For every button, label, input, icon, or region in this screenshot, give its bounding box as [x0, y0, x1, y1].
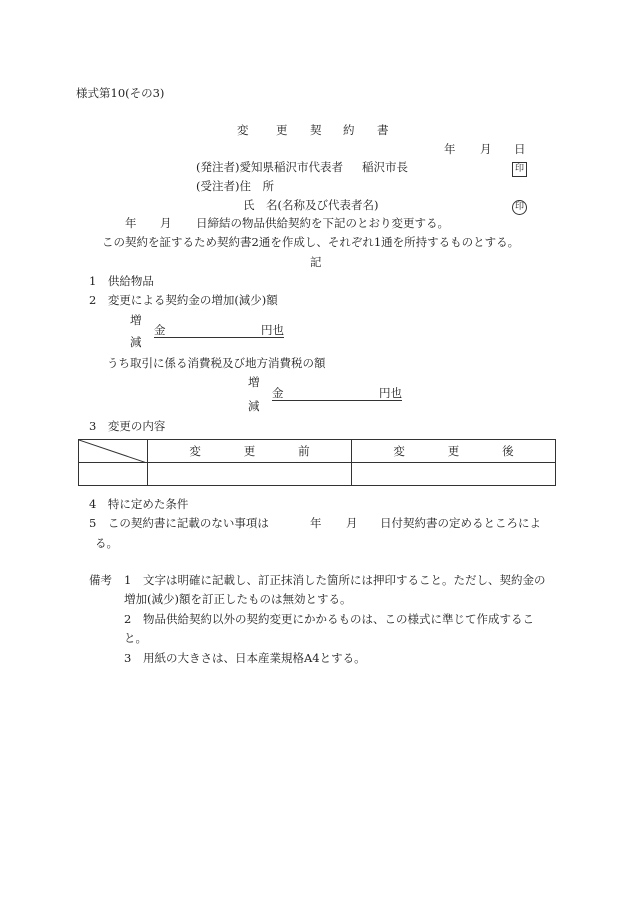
- remark-1-num: 1: [124, 573, 132, 587]
- amount-suffix: 円也: [261, 323, 284, 337]
- contractor-name-label: 氏 名(名称及び代表者名): [243, 198, 379, 212]
- increase-mark: 増: [130, 313, 142, 327]
- date-day: 日: [514, 142, 526, 156]
- date-month: 月: [480, 142, 492, 156]
- date-year: 年: [444, 142, 456, 156]
- item-5-cont: る。: [95, 536, 118, 550]
- form-number: 様式第10(その3): [76, 86, 165, 100]
- remark-2-line2: と。: [124, 631, 147, 645]
- diagonal-line-icon: [79, 440, 147, 463]
- decrease-mark: 減: [130, 335, 142, 349]
- title-char-1: 変: [237, 123, 249, 137]
- amount-prefix: 金: [154, 323, 166, 337]
- orderer-name: 稲沢市長: [362, 160, 408, 174]
- tax-amount-suffix: 円也: [379, 386, 402, 400]
- table-header-row: [79, 440, 556, 463]
- remark-1-line1: 文字は明確に記載し、訂正抹消した箇所には押印すること。ただし、契約金の: [143, 573, 546, 587]
- orderer-seal: [512, 160, 527, 177]
- table-corner-cell: [79, 440, 148, 463]
- intro-line1: 日締結の物品供給契約を下記のとおり変更する。: [196, 216, 449, 230]
- item-1: 1 供給物品: [89, 274, 154, 288]
- tax-amount-line: [272, 386, 402, 401]
- title-char-4: 約: [343, 123, 355, 137]
- contractor-address-label: (受注者)住 所: [196, 179, 274, 193]
- tax-label: うち取引に係る消費税及び地方消費税の額: [107, 356, 326, 370]
- amount-line: [154, 323, 284, 338]
- intro-year: 年: [125, 216, 137, 230]
- header-before: 変 更 前: [148, 440, 352, 463]
- table-cell-after[interactable]: [352, 463, 556, 486]
- intro-month: 月: [160, 216, 172, 230]
- orderer-label: (発注者)愛知県稲沢市代表者: [196, 160, 343, 174]
- item-2: 2 変更による契約金の増加(減少)額: [89, 293, 278, 307]
- table-row: [79, 463, 556, 486]
- seal-round-icon: 印: [512, 200, 527, 215]
- item-5-rest: 日付契約書の定めるところによ: [380, 516, 541, 530]
- item-5-month: 月: [346, 516, 358, 530]
- seal-square-icon: 印: [512, 162, 527, 177]
- table-cell-label: [79, 463, 148, 486]
- remark-1-line2: 増加(減少)額を訂正したものは無効とする。: [124, 592, 352, 606]
- contractor-seal: [512, 198, 527, 215]
- title-char-5: 書: [377, 123, 389, 137]
- item-4: 4 特に定めた条件: [89, 497, 189, 511]
- tax-increase-mark: 増: [248, 375, 260, 389]
- remark-3-line1: 用紙の大きさは、日本産業規格A4とする。: [143, 651, 366, 665]
- ki-heading: 記: [310, 255, 322, 269]
- tax-decrease-mark: 減: [248, 399, 260, 413]
- item-5-year: 年: [310, 516, 322, 530]
- item-5-text: 5 この契約書に記載のない事項は: [89, 516, 269, 530]
- remarks-label: 備考: [89, 573, 112, 587]
- table-cell-before[interactable]: [148, 463, 352, 486]
- item-3: 3 変更の内容: [89, 419, 166, 433]
- title-char-3: 契: [310, 123, 322, 137]
- title-char-2: 更: [276, 123, 288, 137]
- intro-line2: この契約を証するため契約書2通を作成し、それぞれ1通を所持するものとする。: [102, 235, 520, 249]
- remark-2-line1: 物品供給契約以外の契約変更にかかるものは、この様式に準じて作成するこ: [143, 612, 534, 626]
- header-after: 変 更 後: [352, 440, 556, 463]
- remark-3-num: 3: [124, 651, 132, 665]
- change-table: [78, 439, 556, 486]
- remark-2-num: 2: [124, 612, 132, 626]
- tax-amount-prefix: 金: [272, 386, 284, 400]
